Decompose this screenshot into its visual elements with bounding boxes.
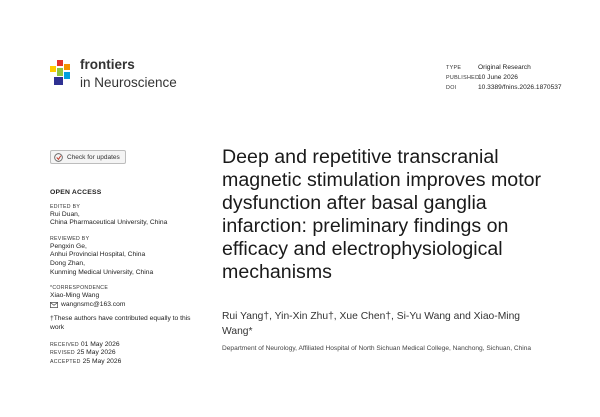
revised-date: 25 May 2026: [76, 349, 116, 357]
envelope-icon: [50, 302, 58, 308]
check-for-updates-icon: [54, 153, 63, 162]
correspondence-label: *CORRESPONDENCE: [50, 285, 109, 292]
article-type: Original Research: [478, 64, 531, 71]
author-affiliation: Department of Neurology, Affiliated Hospital of North Sichuan Medical College, Nanchong, Sichuan, China: [222, 345, 532, 352]
check-for-updates-label: Check for updates: [67, 153, 120, 161]
article-meta: [446, 63, 562, 93]
frontiers-logo-icon: [50, 60, 72, 86]
reviewer-affiliation: Kunming Medical University, China: [50, 268, 154, 276]
article-title: Deep and repetitive transcranial magnetic stimulation improves motor dysfunction after basal ganglia infarction: preliminary findings on efficacy and electrophysiological mechanisms: [222, 146, 542, 283]
reviewer-name: Pengxin Ge,: [50, 242, 87, 250]
doi-link[interactable]: 10.3389/fnins.2026.1870537: [478, 84, 562, 91]
sidebar: [50, 189, 195, 366]
reviewed-by-label: REVIEWED BY: [50, 235, 90, 242]
doi-label: DOI: [446, 85, 457, 91]
published-label: PUBLISHED: [446, 75, 480, 81]
editor-affiliation: China Pharmaceutical University, China: [50, 219, 168, 227]
reviewer-affiliation: Anhui Provincial Hospital, China: [50, 251, 146, 259]
journal-name: frontiers: [80, 57, 135, 72]
published-date: 10 June 2026: [478, 74, 518, 81]
journal-logo[interactable]: [50, 58, 185, 96]
check-for-updates-button[interactable]: [50, 150, 126, 164]
received-label: RECEIVED: [50, 341, 79, 348]
revised-label: REVISED: [50, 350, 75, 357]
article-dates: [50, 341, 195, 367]
accepted-label: ACCEPTED: [50, 358, 81, 365]
correspondence-email[interactable]: wangnsmc@163.com: [61, 300, 126, 308]
reviewer-name: Dong Zhan,: [50, 259, 85, 267]
type-label: TYPE: [446, 65, 462, 71]
received-date: 01 May 2026: [80, 340, 120, 348]
journal-subtitle: in Neuroscience: [80, 75, 177, 90]
editor-name: Rui Duan,: [50, 210, 80, 218]
accepted-date: 25 May 2026: [82, 357, 122, 365]
author-list: Rui Yang†, Yin-Xin Zhu†, Xue Chen†, Si-Yu Wang and Xiao-Ming Wang*: [222, 311, 521, 337]
open-access-label: OPEN ACCESS: [50, 189, 102, 196]
equal-contribution-note: †These authors have contributed equally to this work: [50, 315, 191, 331]
edited-by-label: EDITED BY: [50, 203, 81, 210]
correspondence-name: Xiao-Ming Wang: [50, 292, 100, 300]
